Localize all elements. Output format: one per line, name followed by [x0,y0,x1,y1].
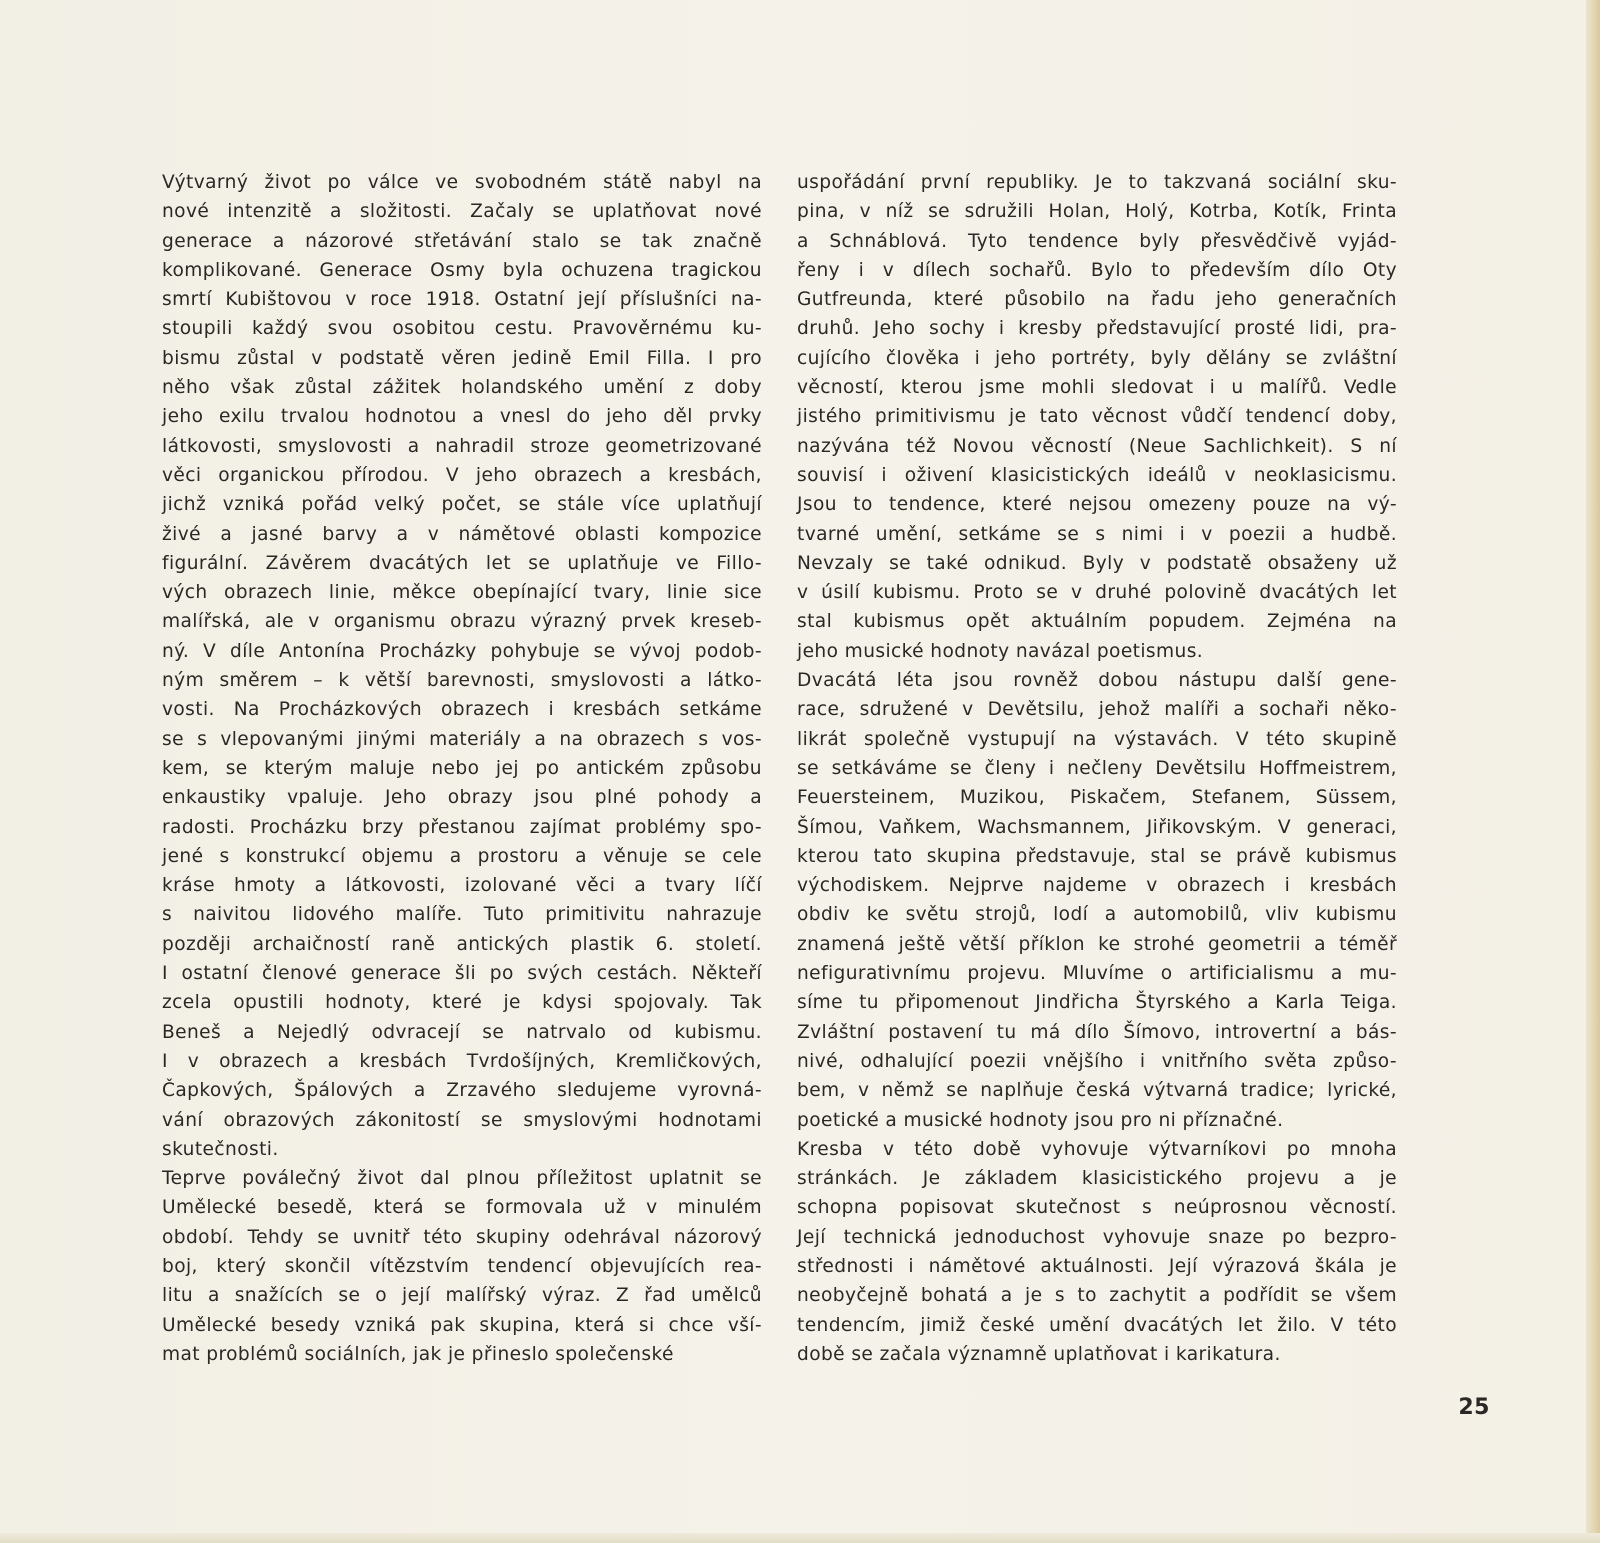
text-line: stránkách. Je základem klasicistického projevu a je [797,1168,1397,1190]
text-line: litu a snažících se o její malířský výraz. Z řad umělců [162,1285,762,1307]
text-line: kráse hmoty a látkovosti, izolované věci a tvary líčí [162,875,762,897]
text-line: nové intenzitě a složitosti. Začaly se uplatňovat nové [162,201,762,223]
text-line: Jsou to tendence, které nejsou omezeny pouze na vý- [797,494,1397,516]
text-line: vání obrazových zákonitostí se smyslovými hodnotami [162,1109,762,1131]
text-line: vosti. Na Procházkových obrazech i kresbách setkáme [162,699,762,721]
text-line: Zvláštní postavení tu má dílo Šímovo, introvertní a bás- [797,1021,1397,1043]
text-line: nivé, odhalující poezii vnějšího i vnitřního světa způso- [797,1050,1397,1072]
text-line: I v obrazech a kresbách Tvrdošíjných, Kremličkových, [162,1050,762,1072]
text-line: poetické a musické hodnoty jsou pro ni příznačné. [797,1109,1284,1131]
text-line: cujícího člověka i jeho portréty, byly dělány se zvláštní [797,347,1397,369]
text-line: jeho exilu trvalou hodnotou a vnesl do jeho děl prvky [162,406,762,428]
text-line: boj, který skončil vítězstvím tendencí objevujících rea- [162,1255,762,1277]
text-line: Dvacátá léta jsou rovněž dobou nástupu další gene- [797,670,1397,692]
text-line: síme tu připomenout Jindřicha Štyrského a Karla Teiga. [797,992,1397,1014]
page-number: 25 [1458,1395,1490,1420]
text-line: věcností, kterou jsme mohli sledovat i u malířů. Vedle [797,377,1397,399]
text-column-right [797,168,1397,1369]
text-line: skutečnosti. [162,1138,279,1160]
text-line: I ostatní členové generace šli po svých cestách. Někteří [162,963,762,985]
text-line: znamená ještě větší příklon ke strohé geometrii a téměř [797,933,1397,955]
text-line: likrát společně vystupují na výstavách. V této skupině [797,728,1397,750]
text-line: generace a názorové střetávání stalo se tak značně [162,230,762,252]
text-line: s naivitou lidového malíře. Tuto primitivitu nahrazuje [162,904,762,926]
text-line: nazývána též Novou věcností (Neue Sachlichkeit). S ní [797,435,1397,457]
text-line: pina, v níž se sdružili Holan, Holý, Kotrba, Kotík, Frinta [797,201,1397,223]
text-line: látkovosti, smyslovosti a nahradil stroze geometrizované [162,435,762,457]
text-line: jeho musické hodnoty navázal poetismus. [797,640,1204,662]
text-line: neobyčejně bohatá a je s to zachytit a podřídit se všem [797,1285,1397,1307]
text-line: druhů. Jeho sochy i kresby představující prosté lidi, pra- [797,318,1397,340]
text-line: v úsilí kubismu. Proto se v druhé polovině dvacátých let [797,582,1397,604]
text-line: době se začala významně uplatňovat i karikatura. [797,1343,1281,1365]
text-line: Umělecké besedy vzniká pak skupina, která si chce vší- [162,1314,762,1336]
text-line: ný. V díle Antonína Procházky pohybuje se vývoj podob- [162,640,762,662]
text-line: a Schnáblová. Tyto tendence byly přesvědčivě vyjád- [797,230,1397,252]
text-line: Feuersteinem, Muzikou, Piskačem, Stefanem, Süssem, [797,787,1397,809]
text-line: živé a jasné barvy a v námětové oblasti kompozice [162,523,762,545]
text-line: jené s konstrukcí objemu a prostoru a věnuje se cele [162,845,762,867]
text-line: kem, se kterým maluje nebo jej po antickém způsobu [162,757,762,779]
text-line: něho však zůstal zážitek holandského umění z doby [162,377,762,399]
text-line: tvarné umění, setkáme se s nimi i v poezii a hudbě. [797,523,1397,545]
text-line: období. Tehdy se uvnitř této skupiny odehrával názorový [162,1226,762,1248]
text-line: zcela opustili hodnoty, které je kdysi spojovaly. Tak [162,992,762,1014]
text-line: Výtvarný život po válce ve svobodném státě nabyl na [162,172,762,193]
text-line: se s vlepovanými jinými materiály a na obrazech s vos- [162,728,762,750]
text-line: Umělecké besedě, která se formovala už v minulém [162,1197,762,1219]
text-line: ným směrem – k větší barevnosti, smyslovosti a látko- [162,670,762,692]
text-line: bismu zůstal v podstatě věren jedině Emil Filla. I pro [162,347,762,369]
text-line: bem, v němž se naplňuje česká výtvarná tradice; lyrické, [797,1080,1397,1102]
text-line: mat problémů sociálních, jak je přineslo společenské [162,1343,674,1365]
text-line: smrtí Kubištovou v roce 1918. Ostatní její příslušníci na- [162,289,762,311]
text-line: jistého primitivismu je tato věcnost vůdčí tendencí doby, [797,406,1397,428]
text-line: jichž vzniká pořád velký počet, se stále více uplatňují [162,494,762,516]
text-line: Čapkových, Špálových a Zrzavého sledujeme vyrovná- [162,1080,762,1102]
text-line: Její technická jednoduchost vyhovuje snaze po bezpro- [797,1226,1397,1248]
page-edge-bottom [0,1533,1600,1543]
text-line: věci organickou přírodou. V jeho obrazech a kresbách, [162,464,762,486]
text-line: enkaustiky vpaluje. Jeho obrazy jsou plné pohody a [162,787,762,809]
text-line: Kresba v této době vyhovuje výtvarníkovi po mnoha [797,1138,1397,1160]
text-line: později archaičností raně antických plastik 6. století. [162,933,762,955]
text-line: nefigurativnímu projevu. Mluvíme o artificialismu a mu- [797,963,1397,985]
text-line: řeny i v dílech sochařů. Bylo to především dílo Oty [797,259,1397,281]
page-edge-right [1586,0,1600,1543]
text-line: Beneš a Nejedlý odvracejí se natrvalo od kubismu. [162,1021,762,1043]
text-line: tendencím, jimiž české umění dvacátých let žilo. V této [797,1314,1397,1336]
text-column-left [162,168,762,1369]
text-line: Šímou, Vaňkem, Wachsmannem, Jiřikovským. V generaci, [797,816,1397,838]
text-line: střednosti i námětové aktuálnosti. Její výrazová škála je [797,1255,1397,1277]
text-line: souvisí i oživení klasicistických ideálů v neoklasicismu. [797,464,1397,486]
text-line: kterou tato skupina představuje, stal se právě kubismus [797,845,1397,867]
text-line: stal kubismus opět aktuálním popudem. Zejména na [797,611,1397,633]
text-line: Gutfreunda, které působilo na řadu jeho generačních [797,289,1397,311]
text-line: schopna popisovat skutečnost s neúprosnou věcností. [797,1197,1397,1219]
text-line: obdiv ke světu strojů, lodí a automobilů, vliv kubismu [797,904,1397,926]
text-line: Nevzaly se také odnikud. Byly v podstatě obsaženy už [797,552,1397,574]
text-line: radosti. Procházku brzy přestanou zajímat problémy spo- [162,816,762,838]
text-line: se setkáváme se členy i nečleny Devětsilu Hoffmeistrem, [797,757,1397,779]
text-line: východiskem. Nejprve najdeme v obrazech i kresbách [797,875,1397,897]
text-line: komplikované. Generace Osmy byla ochuzena tragickou [162,259,762,281]
text-line: uspořádání první republiky. Je to takzvaná sociální sku- [797,172,1397,193]
text-line: stoupili každý svou osobitou cestu. Pravověrnému ku- [162,318,762,340]
text-line: vých obrazech linie, měkce obepínající tvary, linie sice [162,582,762,604]
text-line: race, sdružené v Devětsilu, jehož malíři a sochaři něko- [797,699,1397,721]
text-line: figurální. Závěrem dvacátých let se uplatňuje ve Fillo- [162,552,762,574]
text-line: malířská, ale v organismu obrazu výrazný prvek kreseb- [162,611,762,633]
text-line: Teprve poválečný život dal plnou příležitost uplatnit se [162,1168,762,1190]
